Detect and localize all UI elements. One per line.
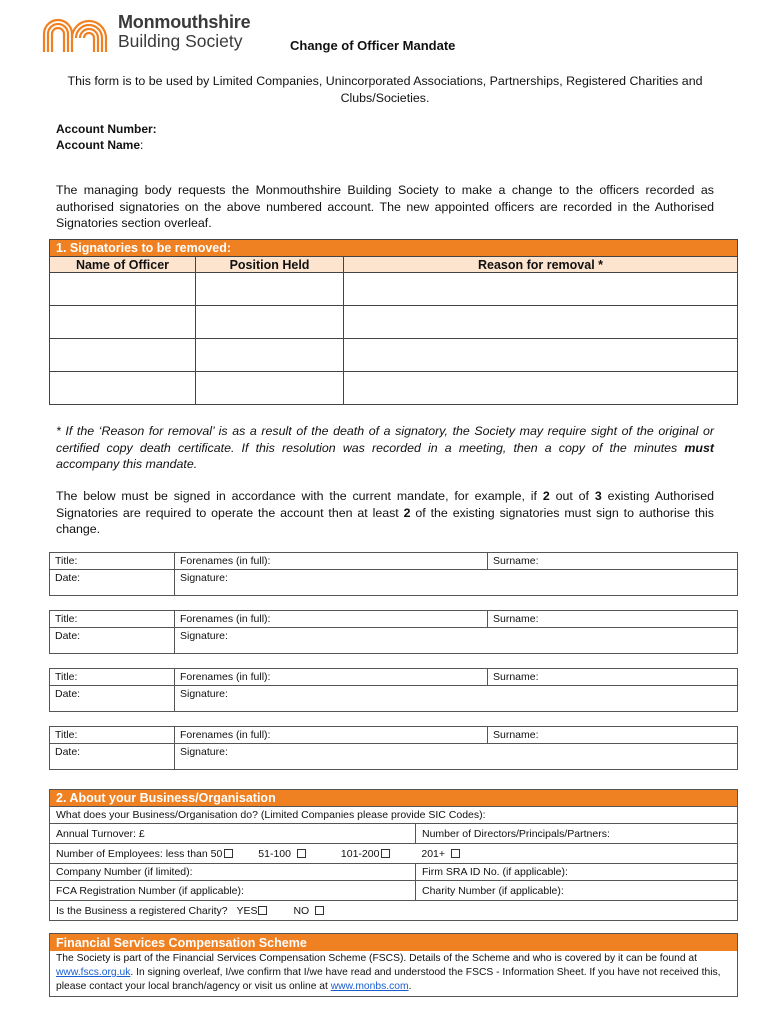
death-certificate-footnote: * If the ‘Reason for removal’ is as a result of the death of a signatory, the Society may require sight of the original or certified copy death certificate. If this resolution was recorded in a meeting, then a copy of the minutes must accompany this mandate. (56, 424, 714, 471)
surname-field[interactable]: Surname: (488, 727, 738, 744)
brand-name-line2: Building Society (118, 31, 243, 52)
checkbox-201-plus[interactable] (451, 849, 460, 858)
request-paragraph: The managing body requests the Monmouthshire Building Society to make a change to the officers recorded as authorised signatories on the above numbered account. The new appointed officers are recorded in the Authorised Signatories section overleaf. (56, 183, 714, 230)
num-directors-field[interactable]: Number of Directors/Principals/Partners: (416, 824, 738, 844)
charity-number-field[interactable]: Charity Number (if applicable): (416, 881, 738, 901)
surname-field[interactable]: Surname: (488, 669, 738, 686)
document-title: Change of Officer Mandate (290, 38, 456, 53)
title-field[interactable]: Title: (50, 553, 175, 570)
reason-cell[interactable] (344, 372, 738, 405)
company-number-field[interactable]: Company Number (if limited): (50, 864, 416, 881)
fscs-website-link[interactable]: www.fscs.org.uk (56, 967, 131, 978)
account-number-label: Account Number: (56, 122, 157, 136)
yes-label: YES (236, 904, 258, 917)
reason-cell[interactable] (344, 306, 738, 339)
fscs-body: The Society is part of the Financial Services Compensation Scheme (FSCS). Details of the Scheme and who is covered by it can be found at www.fscs.org.uk. In signing overleaf, I/we confirm that I/we have read and understood the FSCS - Information Sheet. If you have not received this, please contact your local branch/agency or visit us online at www.monbs.com. (56, 953, 721, 992)
title-field[interactable]: Title: (50, 727, 175, 744)
date-field[interactable]: Date: (50, 744, 175, 770)
signature-field[interactable]: Signature: (175, 686, 738, 712)
table-row (50, 339, 738, 372)
signatory-block-1 (49, 552, 738, 596)
signature-field[interactable]: Signature: (175, 570, 738, 596)
business-organisation-table (49, 789, 738, 921)
officer-name-cell[interactable] (50, 306, 196, 339)
firm-sra-field[interactable]: Firm SRA ID No. (if applicable): (416, 864, 738, 881)
officer-name-cell[interactable] (50, 372, 196, 405)
brand-name-line1: Monmouthshire (118, 12, 251, 33)
officer-name-cell[interactable] (50, 339, 196, 372)
monbs-website-link[interactable]: www.monbs.com (330, 981, 409, 992)
reason-cell[interactable] (344, 339, 738, 372)
signature-field[interactable]: Signature: (175, 628, 738, 654)
no-label: NO (293, 904, 310, 917)
date-field[interactable]: Date: (50, 628, 175, 654)
col-position-held: Position Held (196, 257, 344, 273)
position-cell[interactable] (196, 273, 344, 306)
fscs-heading: Financial Services Compensation Scheme (50, 934, 737, 951)
col-reason-for-removal: Reason for removal * (344, 257, 738, 273)
table-row (50, 273, 738, 306)
position-cell[interactable] (196, 372, 344, 405)
fca-number-field[interactable]: FCA Registration Number (if applicable): (50, 881, 416, 901)
account-details: Account Number: Account Name: (56, 122, 157, 152)
signatory-block-2 (49, 610, 738, 654)
officer-name-cell[interactable] (50, 273, 196, 306)
checkbox-101-200[interactable] (381, 849, 390, 858)
table-row (50, 306, 738, 339)
signatory-block-3 (49, 668, 738, 712)
forenames-field[interactable]: Forenames (in full): (175, 727, 488, 744)
brand-logo (42, 12, 257, 52)
reason-cell[interactable] (344, 273, 738, 306)
position-cell[interactable] (196, 306, 344, 339)
account-name-label: Account Name (56, 138, 141, 152)
business-activity-field[interactable]: What does your Business/Organisation do? (Limited Companies please provide SIC Codes): (50, 807, 738, 824)
section1-heading: 1. Signatories to be removed: (50, 240, 738, 257)
forenames-field[interactable]: Forenames (in full): (175, 611, 488, 628)
monmouthshire-arches-icon (42, 12, 112, 52)
signing-instruction: The below must be signed in accordance with the current mandate, for example, if 2 out of 3 existing Authorised Signatories are required to operate the account then at least 2 of the existing signatories must sign to authorise this change. (56, 489, 715, 536)
charity-question-label: Is the Business a registered Charity? (56, 904, 228, 917)
forenames-field[interactable]: Forenames (in full): (175, 553, 488, 570)
col-name-of-officer: Name of Officer (50, 257, 196, 273)
date-field[interactable]: Date: (50, 570, 175, 596)
signature-field[interactable]: Signature: (175, 744, 738, 770)
employees-row (50, 844, 738, 864)
surname-field[interactable]: Surname: (488, 611, 738, 628)
section2-heading: 2. About your Business/Organisation (50, 790, 738, 807)
employees-option-101-200: 101-200 (340, 847, 380, 860)
signatory-block-4 (49, 726, 738, 770)
employees-label: Number of Employees: less than 50 (56, 847, 223, 860)
title-field[interactable]: Title: (50, 611, 175, 628)
position-cell[interactable] (196, 339, 344, 372)
checkbox-51-100[interactable] (297, 849, 306, 858)
employees-option-51-100: 51-100 (258, 847, 291, 860)
checkbox-charity-no[interactable] (315, 906, 324, 915)
annual-turnover-field[interactable]: Annual Turnover: £ (50, 824, 416, 844)
title-field[interactable]: Title: (50, 669, 175, 686)
charity-question-row (50, 901, 738, 921)
checkbox-charity-yes[interactable] (258, 906, 267, 915)
table-row (50, 372, 738, 405)
forenames-field[interactable]: Forenames (in full): (175, 669, 488, 686)
date-field[interactable]: Date: (50, 686, 175, 712)
employees-option-201-plus: 201+ (421, 847, 446, 860)
intro-text: This form is to be used by Limited Companies, Unincorporated Associations, Partnerships, Registered Charities and Clubs/Societies. (67, 74, 703, 105)
signatories-removed-table (49, 239, 738, 405)
checkbox-less-than-50[interactable] (224, 849, 233, 858)
surname-field[interactable]: Surname: (488, 553, 738, 570)
fscs-section (49, 933, 738, 997)
